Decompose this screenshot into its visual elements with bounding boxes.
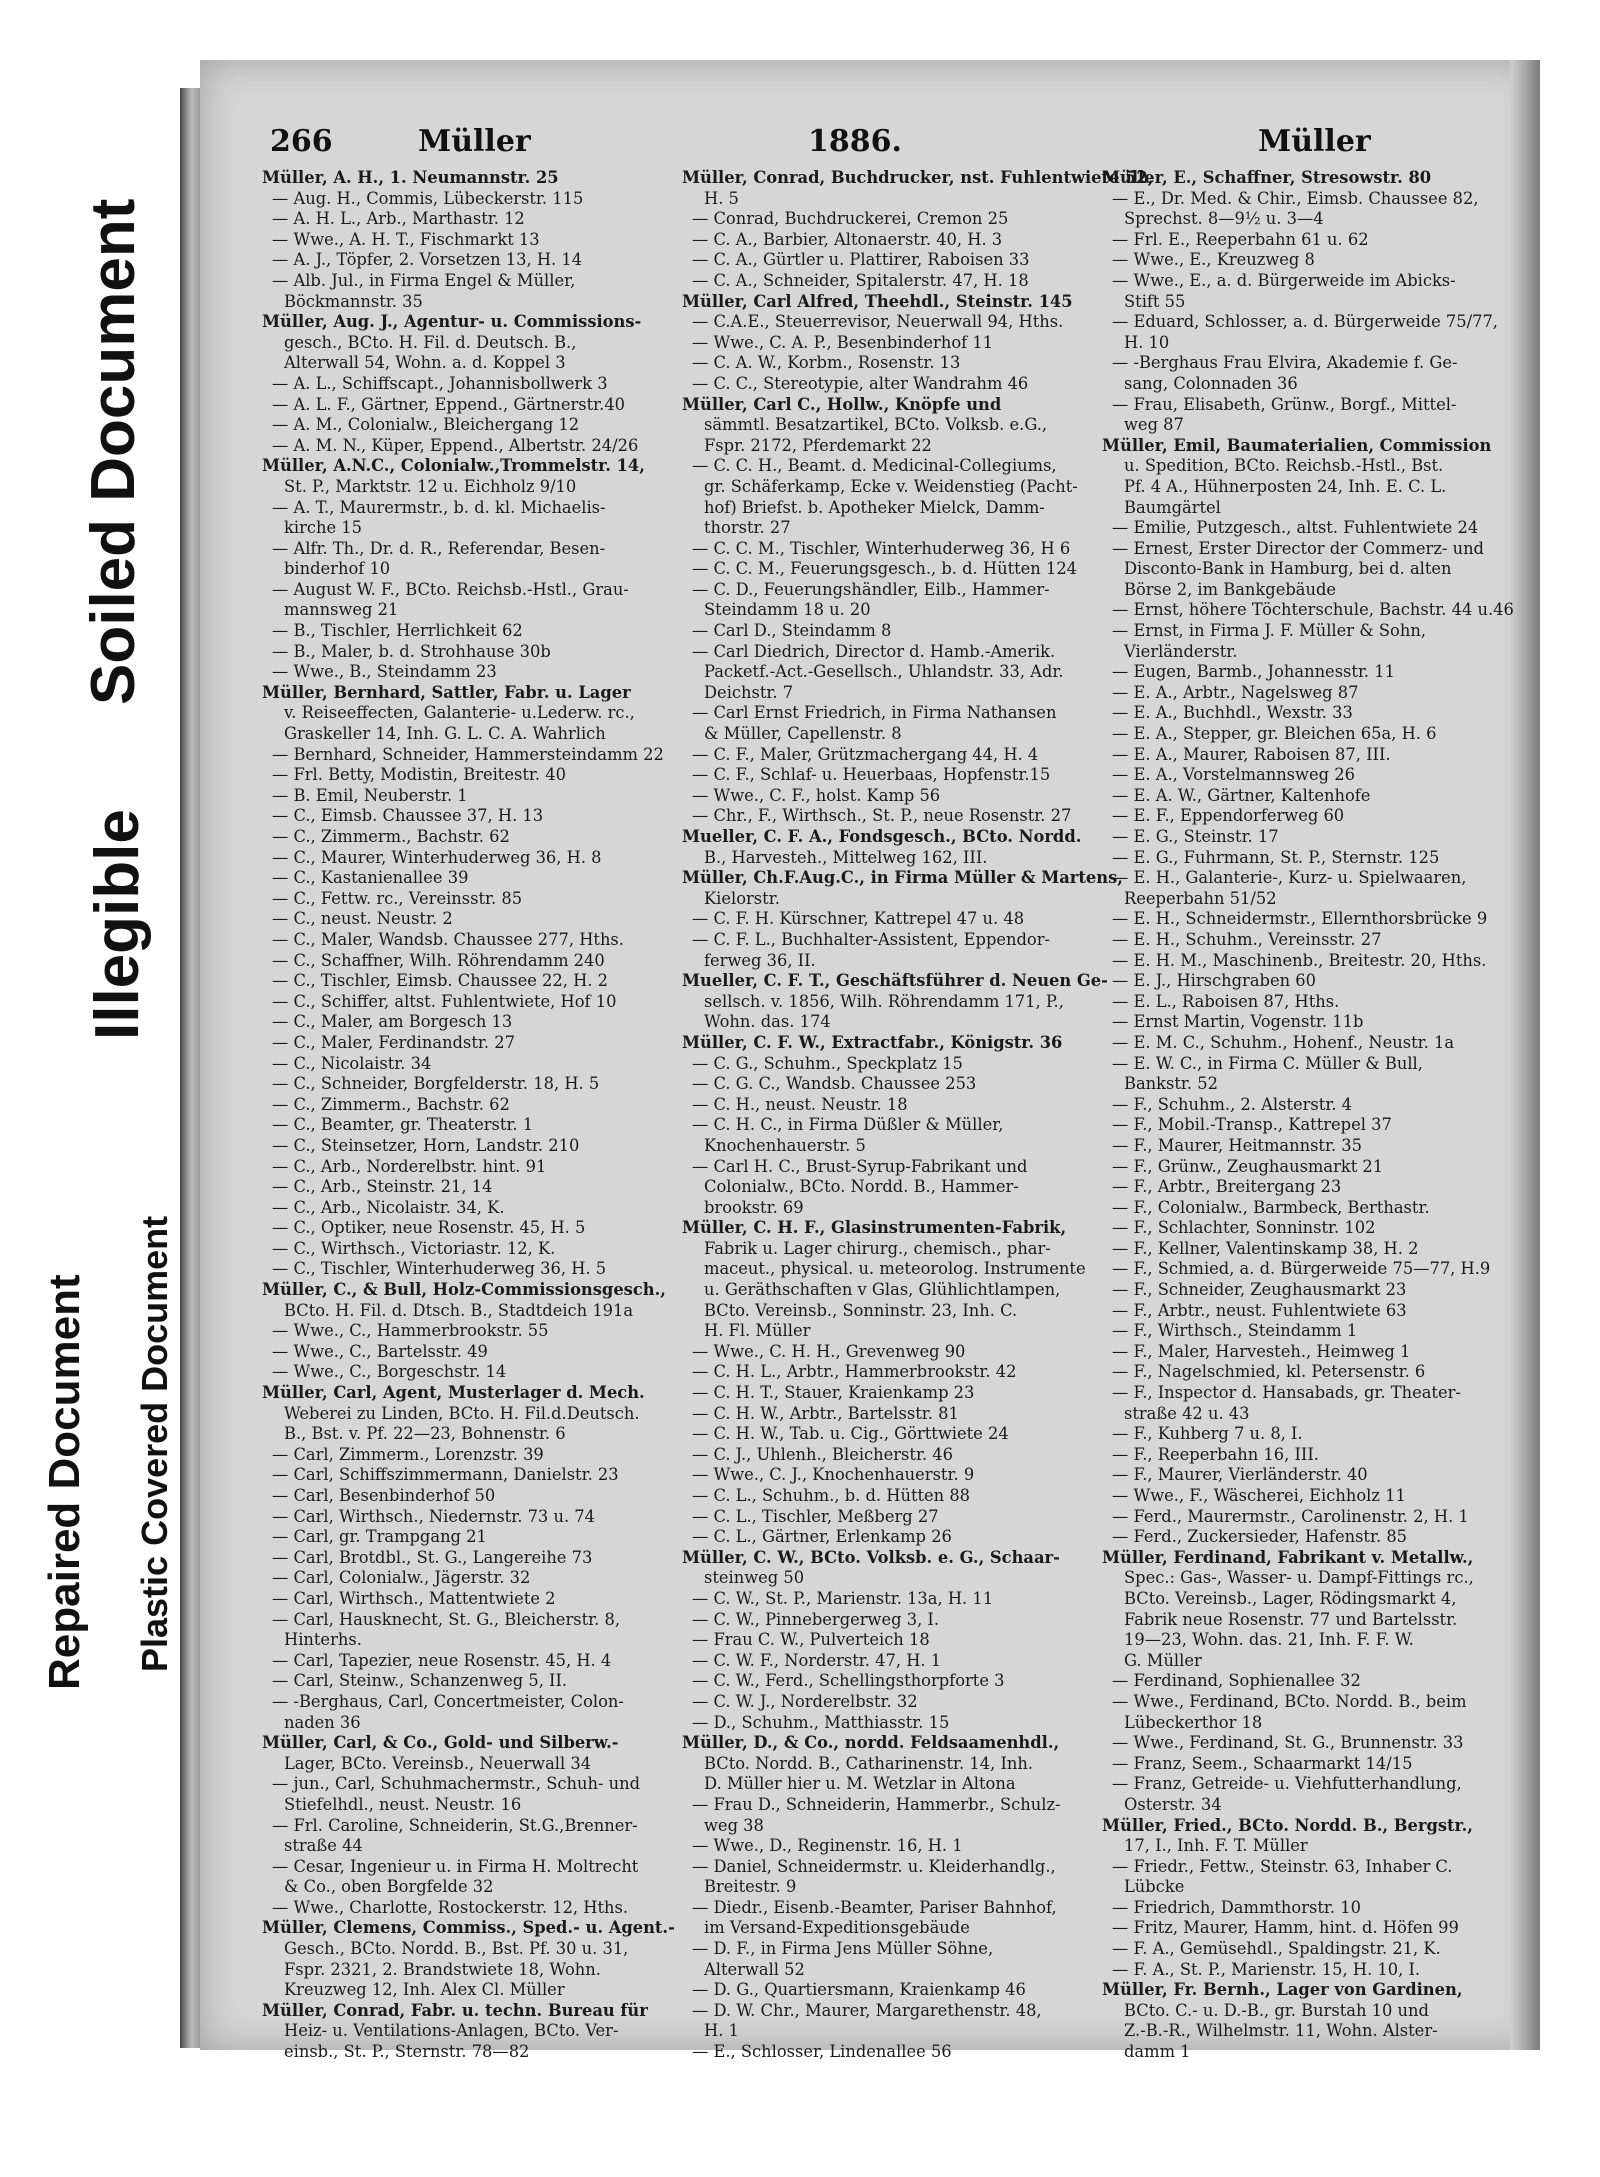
directory-entry-line: — C. W. F., Norderstr. 47, H. 1 [692,1650,942,1670]
directory-entry-line: — C., Tischler, Winterhuderweg 36, H. 5 [272,1259,607,1279]
directory-entry-line: — C. D., Feuerungshändler, Eilb., Hammer- [692,579,1050,599]
directory-entry-line: Müller, Conrad, Fabr. u. techn. Bureau für [262,2000,648,2020]
directory-entry-line: Spec.: Gas-, Wasser- u. Dampf-Fittings rc., [1124,1568,1474,1588]
directory-entry-line: — E. A., Maurer, Raboisen 87, III. [1112,744,1391,764]
directory-entry-line: mannsweg 21 [284,600,399,620]
directory-entry-line: — F., Reeperbahn 16, III. [1112,1444,1319,1464]
directory-entry-line: straße 44 [284,1836,363,1856]
directory-entry-line: — Ernst Martin, Vogenstr. 11b [1112,1012,1364,1032]
directory-entry-line: — C. J., Uhlenh., Bleicherstr. 46 [692,1444,954,1464]
directory-entry-line: — C., Maler, Ferdinandstr. 27 [272,1032,515,1052]
directory-entry-line: — E. A., Vorstelmannsweg 26 [1112,765,1355,785]
directory-entry-line: Graskeller 14, Inh. G. L. C. A. Wahrlich [284,724,606,744]
directory-entry-line: — Carl H. C., Brust-Syrup-Fabrikant und [692,1156,1028,1176]
directory-entry-line: sellsch. v. 1856, Wilh. Röhrendamm 171, P., [704,991,1064,1011]
directory-entry-line: — B., Maler, b. d. Strohhause 30b [272,641,551,661]
directory-entry-line: — C., Fettw. rc., Vereinsstr. 85 [272,888,523,908]
directory-entry-line: — E. G., Steinstr. 17 [1112,827,1279,846]
directory-entry-line: — C. W., Ferd., Schellingsthorpforte 3 [692,1671,1005,1691]
directory-entry-line: — Wwe., C. A. P., Besenbinderhof 11 [692,332,994,352]
directory-entry-line: H. 5 [704,188,739,208]
directory-entry-line: — Wwe., F., Wäscherei, Eichholz 11 [1112,1486,1406,1505]
directory-entry-line: — C. C. H., Beamt. d. Medicinal-Collegiums, [692,456,1057,476]
directory-entry-line: Müller, Clemens, Commiss., Sped.- u. Agent.- [262,1918,675,1938]
directory-entry-line: — Cesar, Ingenieur u. in Firma H. Moltrecht [272,1856,639,1876]
directory-entry-line: — Ernst, in Firma J. F. Müller & Sohn, [1112,621,1426,641]
directory-entry-line: brookstr. 69 [704,1197,804,1217]
label-repaired-document: Repaired Document [40,1274,89,1690]
directory-entry-line: H. Fl. Müller [704,1321,811,1341]
directory-entry-line: gesch., BCto. H. Fil. d. Deutsch. B., [284,332,577,352]
directory-entry-line: — A. L. F., Gärtner, Eppend., Gärtnerstr.40 [272,394,626,414]
directory-entry-line: BCto. H. Fil. d. Dtsch. B., Stadtdeich 191a [284,1300,634,1320]
directory-entry-line: — Carl, Steinw., Schanzenweg 5, II. [272,1671,568,1691]
directory-entry-line: Müller, A. H., 1. Neumannstr. 25 [262,168,559,187]
directory-entry-line: — Frau D., Schneiderin, Hammerbr., Schulz- [692,1794,1061,1814]
directory-entry-line: thorstr. 27 [704,518,791,538]
directory-entry-line: — C. F., Maler, Grützmachergang 44, H. 4 [692,744,1039,764]
directory-entry-line: — Frl. Caroline, Schneiderin, St.G.,Brenner- [272,1815,638,1835]
directory-entry-line: Knochenhauerstr. 5 [704,1135,866,1155]
directory-page [200,60,1540,2062]
directory-entry-line: maceut., physical. u. meteorolog. Instrumente [704,1259,1086,1279]
directory-entry-line: — C. A. W., Korbm., Rosenstr. 13 [692,353,961,373]
directory-entry-line: Müller, Ferdinand, Fabrikant v. Metallw., [1102,1547,1474,1567]
directory-entry-line: — C. F. H. Kürschner, Kattrepel 47 u. 48 [692,909,1025,929]
directory-entry-line: Müller, A.N.C., Colonialw.,Trommelstr. 14, [262,456,645,476]
directory-entry-line: sämmtl. Besatzartikel, BCto. Volksb. e.G., [704,415,1048,435]
directory-entry-line: — A. T., Maurermstr., b. d. kl. Michaelis- [272,497,606,517]
directory-entry-line: Gesch., BCto. Nordd. B., Bst. Pf. 30 u. 31, [284,1939,629,1959]
directory-entry-line: — Wwe., C. F., holst. Kamp 56 [692,785,941,805]
directory-entry-line: — F., Wirthsch., Steindamm 1 [1112,1321,1358,1341]
directory-entry-line: Müller, Conrad, Buchdrucker, nst. Fuhlentwiete 52, [682,168,1154,187]
directory-entry-line: — F., Maurer, Vierländerstr. 40 [1112,1465,1368,1485]
directory-entry-line: — C. F. L., Buchhalter-Assistent, Eppendor- [692,929,1050,949]
directory-entry-line: — C. H. T., Stauer, Kraienkamp 23 [692,1383,975,1403]
directory-entry-line: — F., Schuhm., 2. Alsterstr. 4 [1112,1094,1353,1114]
directory-entry-line: Kreuzweg 12, Inh. Alex Cl. Müller [284,1980,565,2000]
directory-entry-line: — F. A., Gemüsehdl., Spaldingstr. 21, K. [1112,1939,1441,1959]
directory-entry-line: Lübcke [1124,1877,1185,1897]
directory-entry-line: — C., Schiffer, altst. Fuhlentwiete, Hof 10 [272,991,617,1011]
directory-entry-line: Böckmannstr. 35 [284,291,423,311]
directory-entry-line: — F., Maler, Harvesteh., Heimweg 1 [1112,1341,1411,1361]
directory-entry-line: — August W. F., BCto. Reichsb.-Hstl., Grau- [272,579,629,599]
directory-entry-line: — Franz, Getreide- u. Viehfutterhandlung, [1112,1774,1462,1794]
directory-entry-line: — F., Kuhberg 7 u. 8, I. [1112,1424,1303,1444]
directory-entry-line: — C., Kastanienallee 39 [272,868,469,888]
header-right-name: Müller [1258,124,1371,159]
directory-entry-line: Müller, Aug. J., Agentur- u. Commissions- [262,312,642,332]
directory-entry-line: Müller, Bernhard, Sattler, Fabr. u. Lager [262,682,631,702]
directory-entry-line: weg 87 [1124,415,1184,435]
directory-entry-line: Mueller, C. F. T., Geschäftsführer d. Neuen Ge- [682,971,1108,991]
directory-entry-line: — C., Eimsb. Chaussee 37, H. 13 [272,806,544,826]
directory-entry-line: Alterwall 54, Wohn. a. d. Koppel 3 [284,353,566,373]
directory-entry-line: — Ferd., Maurermstr., Carolinenstr. 2, H. 1 [1112,1506,1469,1526]
directory-entry-line: H. 10 [1124,332,1170,352]
directory-entry-line: & Müller, Capellenstr. 8 [704,724,902,744]
directory-entry-line: — C., Maurer, Winterhuderweg 36, H. 8 [272,847,602,867]
directory-entry-line: naden 36 [284,1712,361,1732]
directory-entry-line: Disconto-Bank in Hamburg, bei d. alten [1124,559,1452,579]
directory-entry-line: — Ernest, Erster Director der Commerz- und [1112,538,1484,558]
directory-entry-line: — C., Arb., Norderelbstr. hint. 91 [272,1156,547,1176]
directory-entry-line: — C. H. L., Arbtr., Hammerbrookstr. 42 [692,1362,1017,1382]
directory-entry-line: Deichstr. 7 [704,682,794,702]
header-year: 1886. [808,124,902,159]
directory-entry-line: — Carl Ernst Friedrich, in Firma Nathansen [692,703,1057,723]
directory-entry-line: — F., Colonialw., Barmbeck, Berthastr. [1112,1197,1430,1217]
directory-entry-line: — F., Nagelschmied, kl. Petersenstr. 6 [1112,1362,1426,1382]
directory-entry-line: — C. L., Schuhm., b. d. Hütten 88 [692,1486,971,1505]
directory-entry-line: steinweg 50 [704,1568,805,1588]
directory-entry-line: G. Müller [1124,1650,1202,1670]
directory-entry-line: — Carl, Zimmerm., Lorenzstr. 39 [272,1444,544,1464]
directory-entry-line: — Conrad, Buchdruckerei, Cremon 25 [692,209,1009,229]
page-edge [1510,60,1540,2050]
directory-entry-line: — Frau, Elisabeth, Grünw., Borgf., Mittel- [1112,394,1457,414]
directory-entry-line: — Wwe., Ferdinand, St. G., Brunnenstr. 33 [1112,1733,1464,1753]
directory-entry-line: BCto. Vereinsb., Sonninstr. 23, Inh. C. [704,1300,1018,1320]
directory-entry-line: — A. J., Töpfer, 2. Vorsetzen 13, H. 14 [272,250,583,270]
directory-entry-line: Müller, D., & Co., nordd. Feldsaamenhdl., [682,1733,1060,1753]
directory-entry-line: Z.-B.-R., Wilhelmstr. 11, Wohn. Alster- [1124,2021,1438,2041]
directory-entry-line: — C., Zimmerm., Bachstr. 62 [272,1094,510,1114]
directory-entry-line: — Ferdinand, Sophienallee 32 [1112,1671,1361,1691]
directory-entry-line: — Wwe., Charlotte, Rostockerstr. 12, Hths. [272,1897,629,1917]
directory-entry-line: — C. C. M., Tischler, Winterhuderweg 36, H 6 [692,538,1071,558]
directory-entry-line: — Franz, Seem., Schaarmarkt 14/15 [1112,1753,1413,1773]
directory-entry-line: — Ernst, höhere Töchterschule, Bachstr. 44 u.46 [1112,600,1514,620]
directory-entry-line: — E. G., Fuhrmann, St. P., Sternstr. 125 [1112,847,1440,867]
directory-entry-line: straße 42 u. 43 [1124,1403,1250,1423]
directory-entry-line: — C. A., Barbier, Altonaerstr. 40, H. 3 [692,229,1003,249]
directory-entry-line: — C. G. C., Wandsb. Chaussee 253 [692,1074,977,1094]
directory-entry-line: — C. W. J., Norderelbstr. 32 [692,1691,918,1711]
page-header [248,124,1408,164]
document-condition-labels [0,0,200,2177]
directory-entry-line: Fspr. 2321, 2. Brandstwiete 18, Wohn. [284,1959,601,1979]
directory-entry-line: — C. G., Schuhm., Speckplatz 15 [692,1053,963,1073]
directory-entry-line: Fabrik u. Lager chirurg., chemisch., phar- [704,1238,1051,1258]
directory-entry-line: — D., Schuhm., Matthiasstr. 15 [692,1712,950,1732]
directory-entry-line: kirche 15 [284,518,362,538]
directory-entry-line: — Carl, Tapezier, neue Rosenstr. 45, H. 4 [272,1650,612,1670]
directory-entry-line: — F., Schlachter, Sonninstr. 102 [1112,1218,1376,1238]
directory-entry-line: B., Harvesteh., Mittelweg 162, III. [704,847,988,867]
directory-entry-line: — Wwe., C., Borgeschstr. 14 [272,1362,507,1382]
directory-entry-line: — -Berghaus Frau Elvira, Akademie f. Ge- [1112,353,1458,373]
directory-entry-line: — Eugen, Barmb., Johannesstr. 11 [1112,662,1396,682]
directory-entry-line: — A. M., Colonialw., Bleichergang 12 [272,415,580,435]
directory-entry-line: — Aug. H., Commis, Lübeckerstr. 115 [272,188,584,208]
directory-entry-line: Stift 55 [1124,291,1186,311]
directory-entry-line: Müller, Fr. Bernh., Lager von Gardinen, [1102,1980,1463,2000]
directory-entry-line: — Frl. Betty, Modistin, Breitestr. 40 [272,765,566,785]
directory-entry-line: — E. A. W., Gärtner, Kaltenhofe [1112,785,1371,805]
directory-entry-line: sang, Colonnaden 36 [1124,373,1298,393]
directory-entry-line: — Carl, Wirthsch., Niedernstr. 73 u. 74 [272,1506,596,1526]
directory-entry-line: Müller, Fried., BCto. Nordd. B., Bergstr., [1102,1815,1473,1835]
directory-entry-line: — C. L., Gärtner, Erlenkamp 26 [692,1527,952,1547]
directory-entry-line: — Wwe., C., Hammerbrookstr. 55 [272,1321,549,1341]
column-3 [1102,168,1514,2062]
directory-entry-line: — E. H. M., Maschinenb., Breitestr. 20, Hths. [1112,950,1487,970]
directory-entry-line: — Wwe., C. J., Knochenhauerstr. 9 [692,1465,975,1485]
directory-entry-line: — C. A., Gürtler u. Plattirer, Raboisen 33 [692,250,1030,270]
directory-entry-line: — Frau C. W., Pulverteich 18 [692,1630,930,1650]
directory-entry-line: — C., Nicolaistr. 34 [272,1053,432,1073]
directory-entry-line: Müller, Ch.F.Aug.C., in Firma Müller & Martens, [682,868,1123,888]
directory-entry-line: BCto. C.- u. D.-B., gr. Burstah 10 und [1124,2000,1429,2020]
directory-entry-line: — F., Kellner, Valentinskamp 38, H. 2 [1112,1238,1419,1258]
directory-entry-line: — E. A., Stepper, gr. Bleichen 65a, H. 6 [1112,724,1437,744]
directory-entry-line: — Eduard, Schlosser, a. d. Bürgerweide 75/77, [1112,312,1498,332]
directory-entry-line: — Carl, Hausknecht, St. G., Bleicherstr. 8, [272,1609,621,1629]
directory-entry-line: — F., Inspector d. Hansabads, gr. Theater- [1112,1383,1461,1403]
directory-entry-line: — E. A., Arbtr., Nagelsweg 87 [1112,682,1359,702]
directory-entry-line: — Friedrich, Dammthorstr. 10 [1112,1897,1361,1917]
directory-entry-line: — E. H., Galanterie-, Kurz- u. Spielwaaren, [1112,868,1467,888]
label-plastic-covered-document: Plastic Covered Document [134,1215,175,1672]
directory-entry-line: Kielorstr. [704,888,780,908]
directory-entry-line: — Carl, Wirthsch., Mattentwiete 2 [272,1588,556,1608]
directory-entry-line: — Ferd., Zuckersieder, Hafenstr. 85 [1112,1527,1408,1547]
directory-entry-line: — C., Arb., Nicolaistr. 34, K. [272,1197,505,1217]
directory-entry-line: — Wwe., D., Reginenstr. 16, H. 1 [692,1836,963,1856]
directory-entry-line: D. Müller hier u. M. Wetzlar in Altona [704,1774,1016,1794]
directory-entry-line: — E. M. C., Schuhm., Hohenf., Neustr. 1a [1112,1032,1455,1052]
directory-entry-line: Müller, C., & Bull, Holz-Commissionsgesch., [262,1280,666,1300]
directory-entry-line: — D. G., Quartiersmann, Kraienkamp 46 [692,1980,1026,2000]
directory-entry-line: — C., Maler, am Borgesch 13 [272,1012,513,1032]
directory-entry-line: Stiefelhdl., neust. Neustr. 16 [284,1794,522,1814]
directory-entry-line: — E. L., Raboisen 87, Hths. [1112,991,1340,1011]
directory-entry-line: — Carl, Brotdbl., St. G., Langereihe 73 [272,1547,593,1567]
directory-entry-line: Colonialw., BCto. Nordd. B., Hammer- [704,1177,1019,1197]
header-left-name: Müller [418,124,531,159]
directory-entry-line: — Friedr., Fettw., Steinstr. 63, Inhaber C. [1112,1856,1453,1876]
directory-entry-line: — F., Arbtr., Breitergang 23 [1112,1177,1342,1197]
directory-entry-line: — B., Tischler, Herrlichkeit 62 [272,621,523,641]
directory-entry-line: — F. A., St. P., Marienstr. 15, H. 10, I. [1112,1959,1421,1979]
directory-entry-line: — Carl Diedrich, Director d. Hamb.-Amerik. [692,641,1056,661]
directory-entry-line: — C. C. M., Feuerungsgesch., b. d. Hütten 124 [692,559,1078,579]
directory-entry-line: ferweg 36, II. [704,950,816,970]
directory-entry-line: & Co., oben Borgfelde 32 [284,1877,494,1897]
directory-entry-line: — C. H. C., in Firma Düßler & Müller, [692,1115,1004,1135]
directory-entry-line: — Wwe., B., Steindamm 23 [272,662,497,682]
directory-entry-line: — C., Arb., Steinstr. 21, 14 [272,1177,493,1197]
directory-entry-line: weg 38 [704,1815,764,1835]
directory-entry-line: — Diedr., Eisenb.-Beamter, Pariser Bahnhof, [692,1897,1057,1917]
directory-entry-line: Steindamm 18 u. 20 [704,600,871,620]
directory-entry-line: B., Bst. v. Pf. 22—23, Bohnenstr. 6 [284,1424,566,1444]
directory-entry-line: — C., Steinsetzer, Horn, Landstr. 210 [272,1135,580,1155]
directory-entry-line: Börse 2, im Bankgebäude [1124,579,1336,599]
directory-entry-line: — C. W., St. P., Marienstr. 13a, H. 11 [692,1588,994,1608]
directory-entry-line: — C. C., Stereotypie, alter Wandrahm 46 [692,373,1029,393]
directory-entry-line: — Carl, Besenbinderhof 50 [272,1486,496,1505]
directory-entry-line: Bankstr. 52 [1124,1074,1218,1094]
directory-entry-line: — A. M. N., Küper, Eppend., Albertstr. 24/26 [272,435,639,455]
directory-entry-line: einsb., St. P., Sternstr. 78—82 [284,2042,530,2062]
directory-entry-line: — C.A.E., Steuerrevisor, Neuerwall 94, Hths. [692,312,1064,332]
directory-entry-line: im Versand-Expeditionsgebäude [704,1918,970,1938]
directory-entry-line: — Bernhard, Schneider, Hammersteindamm 22 [272,744,664,764]
directory-entry-line: — Carl, gr. Trampgang 21 [272,1527,487,1547]
directory-entry-line: Heiz- u. Ventilations-Anlagen, BCto. Ver- [284,2021,619,2041]
directory-entry-line: — Daniel, Schneidermstr. u. Kleiderhandlg., [692,1856,1056,1876]
directory-entry-line: Mueller, C. F. A., Fondsgesch., BCto. Nordd. [682,827,1082,846]
directory-entry-line: Wohn. das. 174 [704,1012,831,1032]
book-spine [180,88,200,2048]
directory-entry-line: — C. L., Tischler, Meßberg 27 [692,1506,939,1526]
directory-entry-line: — Wwe., A. H. T., Fischmarkt 13 [272,229,540,249]
directory-entry-line: — C., Tischler, Eimsb. Chaussee 22, H. 2 [272,971,608,991]
directory-entry-line: Lübeckerthor 18 [1124,1712,1263,1732]
directory-entry-line: — C., Maler, Wandsb. Chaussee 277, Hths. [272,929,624,949]
directory-entry-line: — Wwe., Ferdinand, BCto. Nordd. B., beim [1112,1691,1467,1711]
directory-entry-line: — C., Schneider, Borgfelderstr. 18, H. 5 [272,1074,600,1094]
directory-entry-line: — C., Optiker, neue Rosenstr. 45, H. 5 [272,1218,586,1238]
directory-entry-line: — C. H., neust. Neustr. 18 [692,1094,908,1114]
directory-entry-line: — Wwe., E., Kreuzweg 8 [1112,250,1315,270]
directory-entry-line: — C. H. W., Tab. u. Cig., Görttwiete 24 [692,1424,1009,1444]
directory-entry-line: — C., Schaffner, Wilh. Röhrendamm 240 [272,950,605,970]
directory-entry-line: — C. H. W., Arbtr., Bartelsstr. 81 [692,1403,959,1423]
directory-entry-line: — jun., Carl, Schuhmachermstr., Schuh- und [272,1774,641,1794]
column-1 [262,168,675,2062]
directory-entry-line: — Carl, Schiffszimmermann, Danielstr. 23 [272,1465,619,1485]
directory-entry-line: H. 1 [704,2021,739,2041]
directory-entry-line: v. Reiseeffecten, Galanterie- u.Lederw. rc., [284,703,635,723]
directory-entry-line: Hinterhs. [284,1630,362,1650]
directory-entry-line: Reeperbahn 51/52 [1124,888,1277,908]
directory-entry-line: — Carl D., Steindamm 8 [692,621,892,641]
label-soiled-document: Soiled Document [79,198,148,705]
directory-entry-line: Pf. 4 A., Hühnerposten 24, Inh. E. C. L. [1124,476,1447,496]
directory-entry-line: Sprechst. 8—9½ u. 3—4 [1124,209,1324,229]
directory-entry-line: — Wwe., C. H. H., Grevenweg 90 [692,1341,966,1361]
directory-entry-line: — E. H., Schuhm., Vereinsstr. 27 [1112,929,1382,949]
directory-entry-line: — A. H. L., Arb., Marthastr. 12 [272,209,525,229]
directory-entry-line: — C., Beamter, gr. Theaterstr. 1 [272,1115,534,1135]
directory-entry-line: BCto. Nordd. B., Catharinenstr. 14, Inh. [704,1753,1034,1773]
directory-entry-line: u. Geräthschaften v Glas, Glühlichtlampen, [704,1280,1061,1300]
directory-entry-line: Weberei zu Linden, BCto. H. Fil.d.Deutsch. [284,1403,640,1423]
directory-entry-line: — F., Grünw., Zeughausmarkt 21 [1112,1156,1384,1176]
directory-entry-line: Müller, Carl, & Co., Gold- und Silberw.- [262,1733,619,1753]
directory-entry-line: — F., Maurer, Heitmannstr. 35 [1112,1135,1363,1155]
directory-entry-line: Müller, C. W., BCto. Volksb. e. G., Schaar- [682,1547,1060,1567]
directory-entry-line: — E., Dr. Med. & Chir., Eimsb. Chaussee 82, [1112,188,1479,208]
directory-entry-line: — Frl. E., Reeperbahn 61 u. 62 [1112,229,1369,249]
directory-entry-line: Müller, C. H. F., Glasinstrumenten-Fabrik, [682,1218,1067,1238]
page-number: 266 [270,124,333,159]
directory-entry-line: u. Spedition, BCto. Reichsb.-Hstl., Bst. [1124,456,1444,476]
directory-entry-line: — E. H., Schneidermstr., Ellernthorsbrücke 9 [1112,909,1488,929]
directory-entry-line: Osterstr. 34 [1124,1794,1222,1814]
directory-entry-line: — Chr., F., Wirthsch., St. P., neue Rosenstr. 27 [692,806,1072,826]
directory-entry-line: Müller, Emil, Baumaterialien, Commission [1102,435,1492,455]
directory-entry-line: — Emilie, Putzgesch., altst. Fuhlentwiete 24 [1112,518,1479,538]
directory-entry-line: Müller, Carl C., Hollw., Knöpfe und [682,394,1002,414]
directory-entry-line: Müller, C. F. W., Extractfabr., Königstr. 36 [682,1032,1063,1052]
directory-entry-line: — Wwe., E., a. d. Bürgerweide im Abicks- [1112,270,1456,290]
directory-entry-line: — C., neust. Neustr. 2 [272,909,453,929]
directory-entry-line: Müller, E., Schaffner, Stresowstr. 80 [1102,168,1432,187]
directory-entry-line: gr. Schäferkamp, Ecke v. Weidenstieg (Pacht- [704,476,1078,496]
directory-entry-line: — C., Zimmerm., Bachstr. 62 [272,827,510,846]
directory-entry-line: — Wwe., C., Bartelsstr. 49 [272,1341,488,1361]
directory-entry-line: — Alb. Jul., in Firma Engel & Müller, [272,270,576,290]
directory-entry-line: — D. W. Chr., Maurer, Margarethenstr. 48, [692,2000,1042,2020]
directory-entry-line: — F., Schmied, a. d. Bürgerweide 75—77, H.9 [1112,1259,1491,1279]
directory-entry-line: — E. W. C., in Firma C. Müller & Bull, [1112,1053,1423,1073]
directory-entry-line: — F., Arbtr., neust. Fuhlentwiete 63 [1112,1300,1407,1320]
directory-entry-line: Breitestr. 9 [704,1877,797,1897]
directory-entry-line: — C. W., Pinnebergerweg 3, I. [692,1609,940,1629]
directory-entry-line: — Carl, Colonialw., Jägerstr. 32 [272,1568,531,1588]
directory-entry-line: — C., Wirthsch., Victoriastr. 12, K. [272,1238,556,1258]
directory-entry-line: Fabrik neue Rosenstr. 77 und Bartelsstr. [1124,1609,1458,1629]
directory-entry-line: Lager, BCto. Vereinsb., Neuerwall 34 [284,1753,592,1773]
directory-entry-line: — Fritz, Maurer, Hamm, hint. d. Höfen 99 [1112,1918,1459,1938]
directory-entry-line: — E. A., Buchhdl., Wexstr. 33 [1112,703,1353,723]
directory-entry-line: Müller, Carl Alfred, Theehdl., Steinstr. 145 [682,291,1073,311]
directory-entry-line: — -Berghaus, Carl, Concertmeister, Colon- [272,1691,624,1711]
directory-entry-line: — F., Mobil.-Transp., Kattrepel 37 [1112,1115,1392,1135]
directory-entry-line: — A. L., Schiffscapt., Johannisbollwerk 3 [272,373,608,393]
directory-entry-line: Vierländerstr. [1124,641,1238,661]
directory-entry-line: — F., Schneider, Zeughausmarkt 23 [1112,1280,1407,1300]
label-illegible: Illegible [83,809,152,1040]
directory-entry-line: 19—23, Wohn. das. 21, Inh. F. F. W. [1124,1630,1414,1650]
directory-entry-line: St. P., Marktstr. 12 u. Eichholz 9/10 [284,476,577,496]
directory-entry-line: — E. J., Hirschgraben 60 [1112,971,1316,991]
directory-entry-line: hof) Briefst. b. Apotheker Mielck, Damm- [704,497,1045,517]
directory-entry-line: — E., Schlosser, Lindenallee 56 [692,2042,952,2062]
directory-entry-line: Alterwall 52 [704,1959,805,1979]
directory-entry-line: — Alfr. Th., Dr. d. R., Referendar, Besen- [272,538,606,558]
directory-entry-line: — E. F., Eppendorferweg 60 [1112,806,1345,826]
directory-entry-line: Müller, Carl, Agent, Musterlager d. Mech. [262,1383,645,1403]
directory-entry-line: — C. F., Schlaf- u. Heuerbaas, Hopfenstr.15 [692,765,1051,785]
directory-entry-line: damm 1 [1124,2042,1191,2062]
directory-entry-line: Fspr. 2172, Pferdemarkt 22 [704,435,932,455]
directory-entry-line: binderhof 10 [284,559,391,579]
directory-entry-line: — D. F., in Firma Jens Müller Söhne, [692,1939,994,1959]
directory-entry-line: 17, I., Inh. F. T. Müller [1124,1836,1308,1856]
directory-entry-line: — C. A., Schneider, Spitalerstr. 47, H. 18 [692,270,1029,290]
directory-entry-line: Baumgärtel [1124,497,1221,517]
directory-entry-line: — B. Emil, Neuberstr. 1 [272,785,468,805]
directory-entry-line: Packetf.-Act.-Gesellsch., Uhlandstr. 33, Adr. [704,662,1064,682]
directory-entry-line: BCto. Vereinsb., Lager, Rödingsmarkt 4, [1124,1588,1457,1608]
